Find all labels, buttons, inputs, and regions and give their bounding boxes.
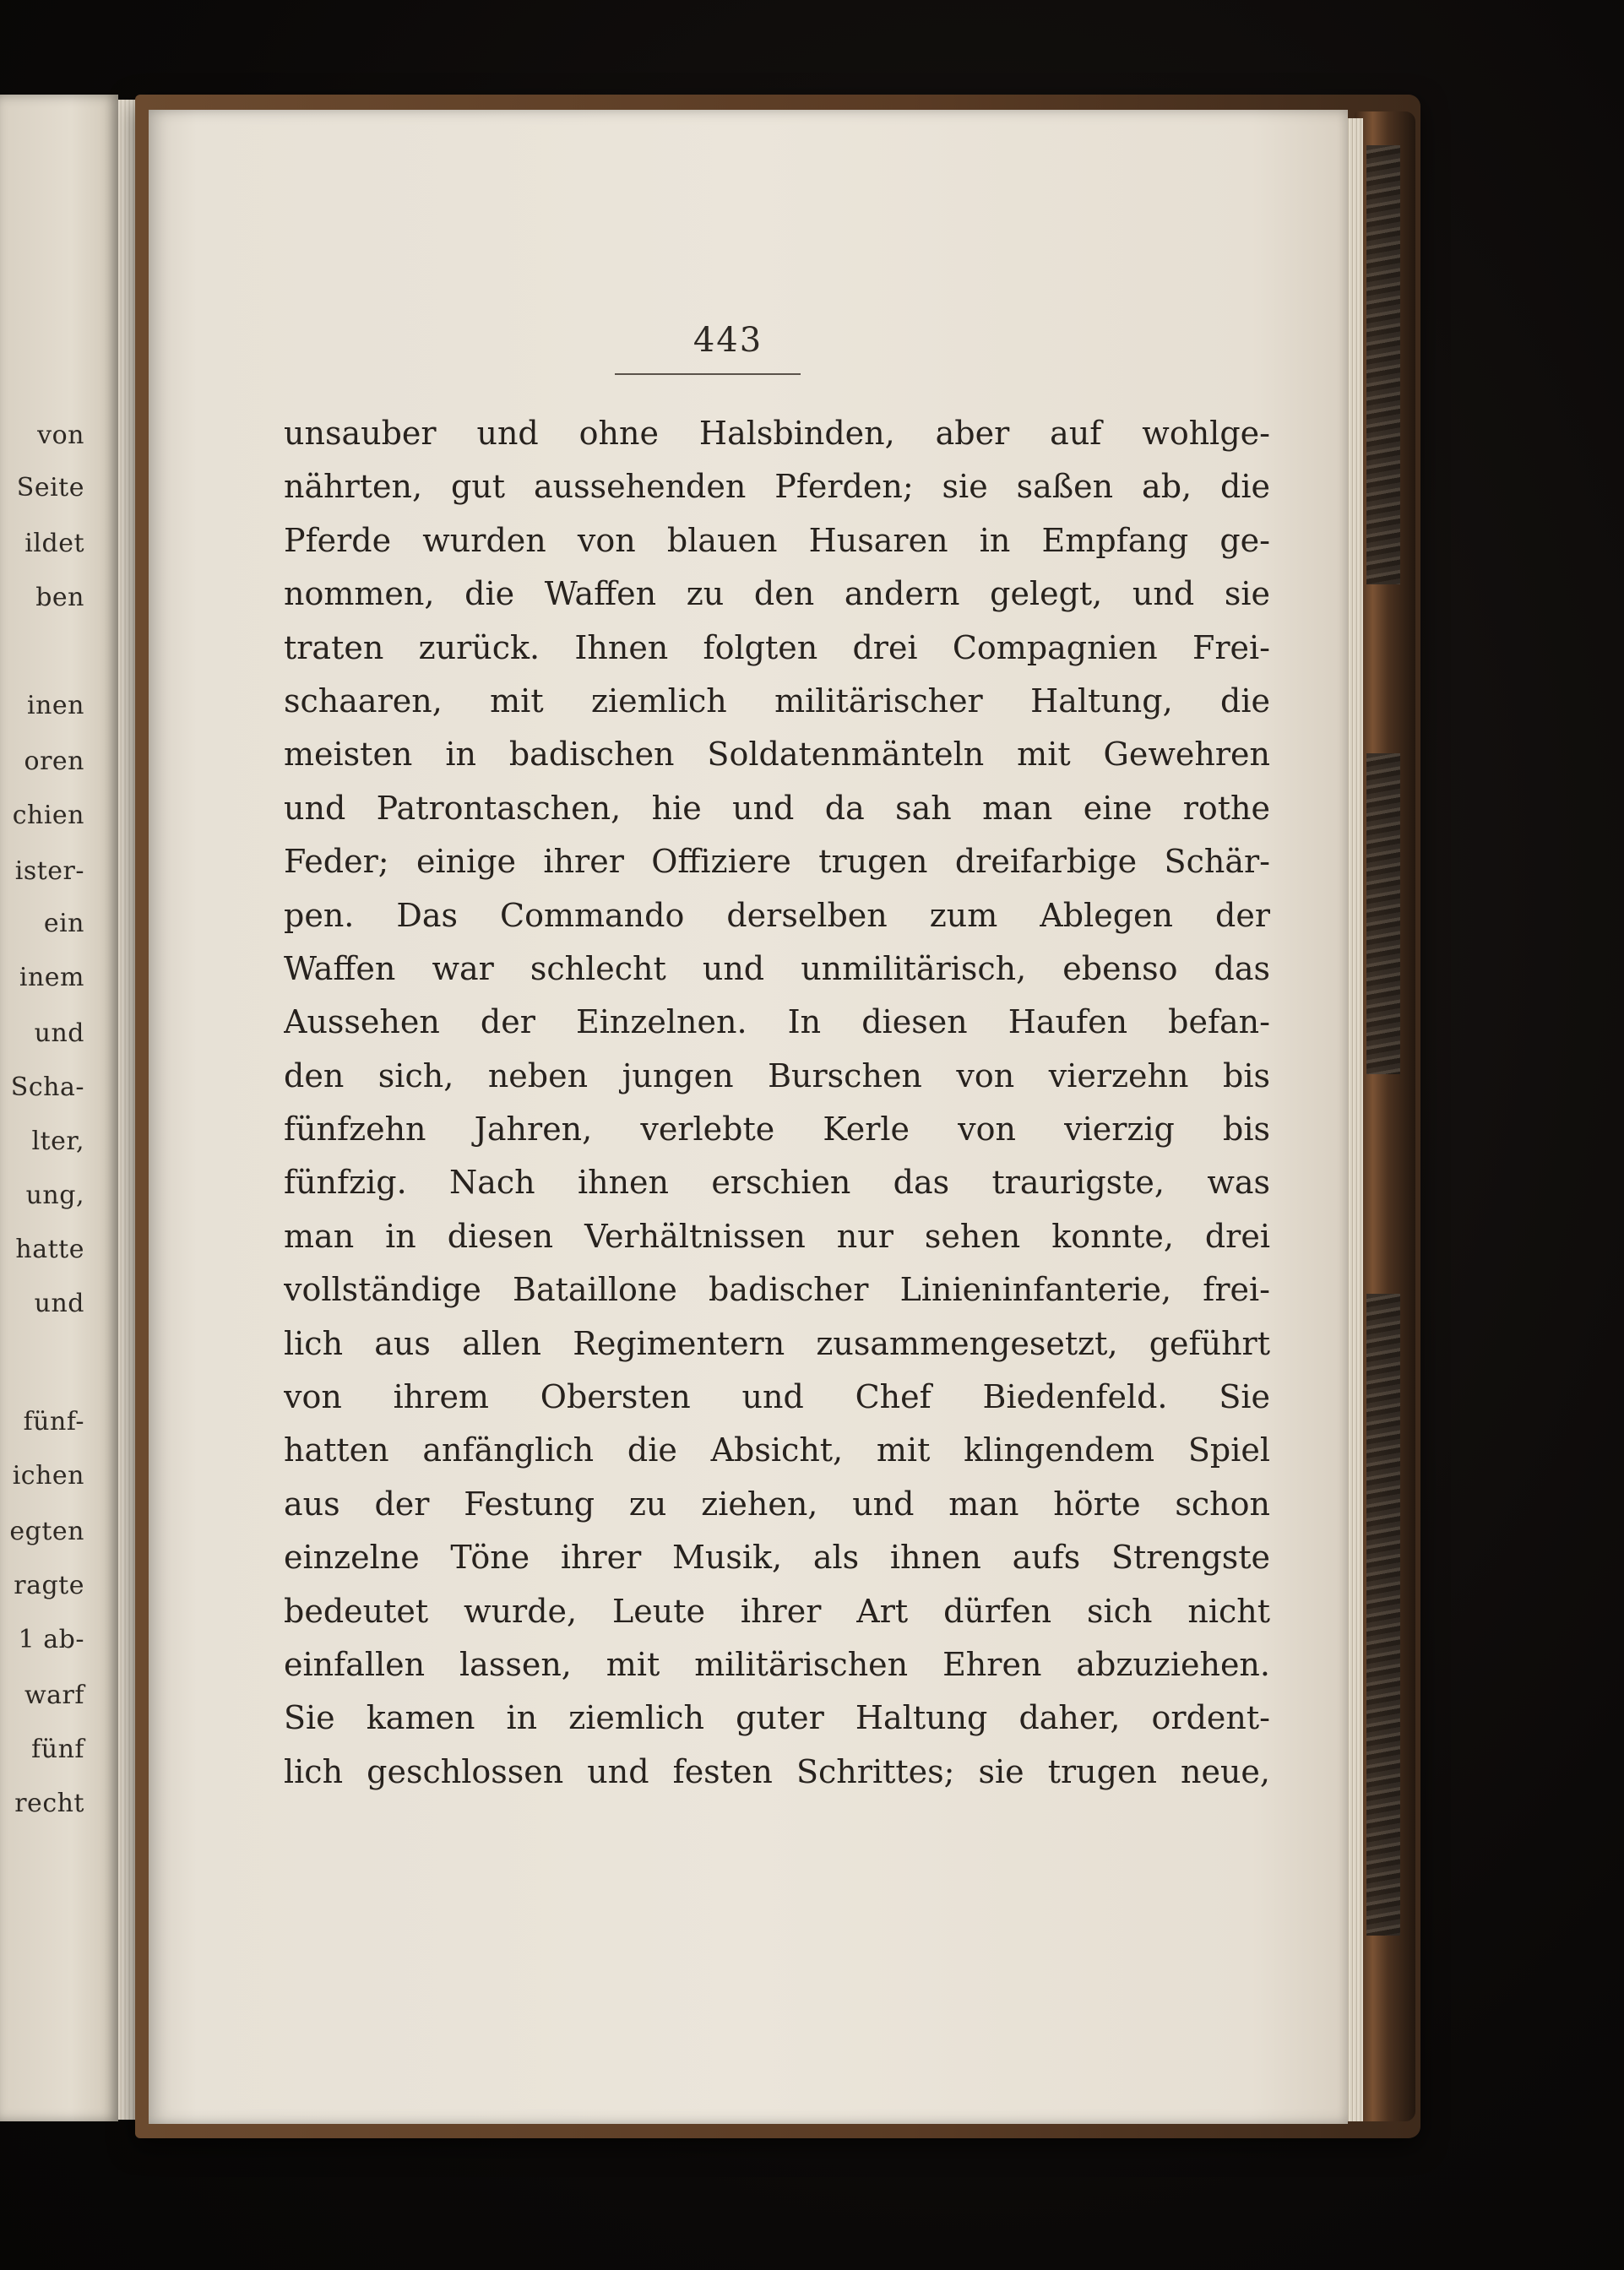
text-line: traten zurück. Ihnen folgten drei Compagnien Frei-	[284, 628, 1270, 666]
text-line: und Patrontaschen, hie und da sah man eine rothe	[284, 789, 1270, 827]
text-line: bedeutet wurde, Leute ihrer Art dürfen sich nicht	[284, 1592, 1270, 1630]
text-line: von ihrem Obersten und Chef Biedenfeld. Sie	[284, 1378, 1270, 1416]
previous-page-text-fragment: ildet	[24, 529, 84, 558]
previous-page-text-fragment: egten	[9, 1517, 84, 1546]
text-line: einzelne Töne ihrer Musik, als ihnen aufs Strengste	[284, 1539, 1270, 1577]
text-line: Pferde wurden von blauen Husaren in Empfang ge-	[284, 521, 1270, 559]
previous-page-text-fragment: 1 ab-	[18, 1625, 84, 1654]
page-number	[149, 321, 1348, 360]
previous-page-text-fragment: fünf	[31, 1735, 84, 1764]
text-line: Waffen war schlecht und unmilitärisch, ebenso das	[284, 949, 1270, 987]
previous-page-text-fragment: ragte	[14, 1571, 84, 1600]
text-line: fünfzehn Jahren, verlebte Kerle von vierzig bis	[284, 1111, 1270, 1149]
book-binding	[1355, 111, 1415, 2121]
previous-page-text-fragment: von	[37, 421, 84, 450]
previous-page-text-fragment: ung,	[25, 1181, 84, 1210]
previous-page-text-fragment: Scha-	[10, 1073, 84, 1102]
marbled-binding-middle	[1366, 753, 1400, 1074]
text-line: unsauber und ohne Halsbinden, aber auf wohlge-	[284, 415, 1270, 452]
previous-page-text-fragment: ister-	[14, 856, 84, 886]
text-line: vollständige Bataillone badischer Linieninfanterie, frei-	[284, 1271, 1270, 1309]
previous-page-text-fragment: ichen	[12, 1461, 84, 1491]
text-line: Aussehen der Einzelnen. In diesen Haufen befan-	[284, 1003, 1270, 1041]
text-line: schaaren, mit ziemlich militärischer Haltung, die	[284, 682, 1270, 720]
previous-page-text-fragment: fünf-	[23, 1407, 84, 1436]
previous-page-text-fragment: hatte	[15, 1235, 84, 1264]
previous-page-text-fragment: oren	[24, 747, 84, 776]
text-line: pen. Das Commando derselben zum Ablegen der	[284, 896, 1270, 934]
text-line: den sich, neben jungen Burschen von vierzehn bis	[284, 1056, 1270, 1094]
previous-page-text-fragment: inen	[27, 691, 84, 720]
text-line: lich geschlossen und festen Schrittes; sie trugen neue,	[284, 1752, 1270, 1790]
previous-page-text-fragment: lter,	[31, 1127, 84, 1156]
previous-page-text-fragment: und	[34, 1289, 84, 1318]
text-line: meisten in badischen Soldatenmänteln mit Gewehren	[284, 736, 1270, 774]
previous-page-text-fragment: recht	[14, 1789, 84, 1818]
previous-page-text-fragment: und	[34, 1018, 84, 1048]
page-number-text: 443	[693, 321, 763, 360]
text-line: Feder; einige ihrer Offiziere trugen dreifarbige Schär-	[284, 843, 1270, 881]
previous-page	[0, 95, 118, 2121]
text-line: nährten, gut aussehenden Pferden; sie saßen ab, die	[284, 468, 1270, 506]
body-text	[284, 407, 1270, 1799]
marbled-binding-top	[1366, 145, 1400, 584]
previous-page-text-fragment: warf	[24, 1681, 84, 1710]
text-line: nommen, die Waffen zu den andern gelegt, und sie	[284, 575, 1270, 613]
text-line: man in diesen Verhältnissen nur sehen konnte, drei	[284, 1217, 1270, 1255]
text-line: lich aus allen Regimentern zusammengesetzt, geführt	[284, 1324, 1270, 1362]
header-rule	[615, 373, 801, 375]
text-line: fünfzig. Nach ihnen erschien das traurigste, was	[284, 1164, 1270, 1202]
text-line: Sie kamen in ziemlich guter Haltung daher, ordent-	[284, 1699, 1270, 1737]
previous-page-text-fragment: ben	[35, 583, 84, 612]
text-line: einfallen lassen, mit militärischen Ehren abzuziehen.	[284, 1645, 1270, 1683]
text-line: hatten anfänglich die Absicht, mit klingendem Spiel	[284, 1431, 1270, 1469]
previous-page-text-fragment: chien	[12, 801, 84, 830]
current-page	[149, 110, 1348, 2124]
marbled-binding-bottom	[1366, 1294, 1400, 1936]
text-line: aus der Festung zu ziehen, und man hörte schon	[284, 1485, 1270, 1523]
previous-page-text-fragment: Seite	[16, 473, 84, 502]
previous-page-text-fragment: inem	[19, 963, 84, 992]
previous-page-text-fragment: ein	[43, 909, 84, 938]
page-stack-edge	[1346, 118, 1363, 2121]
